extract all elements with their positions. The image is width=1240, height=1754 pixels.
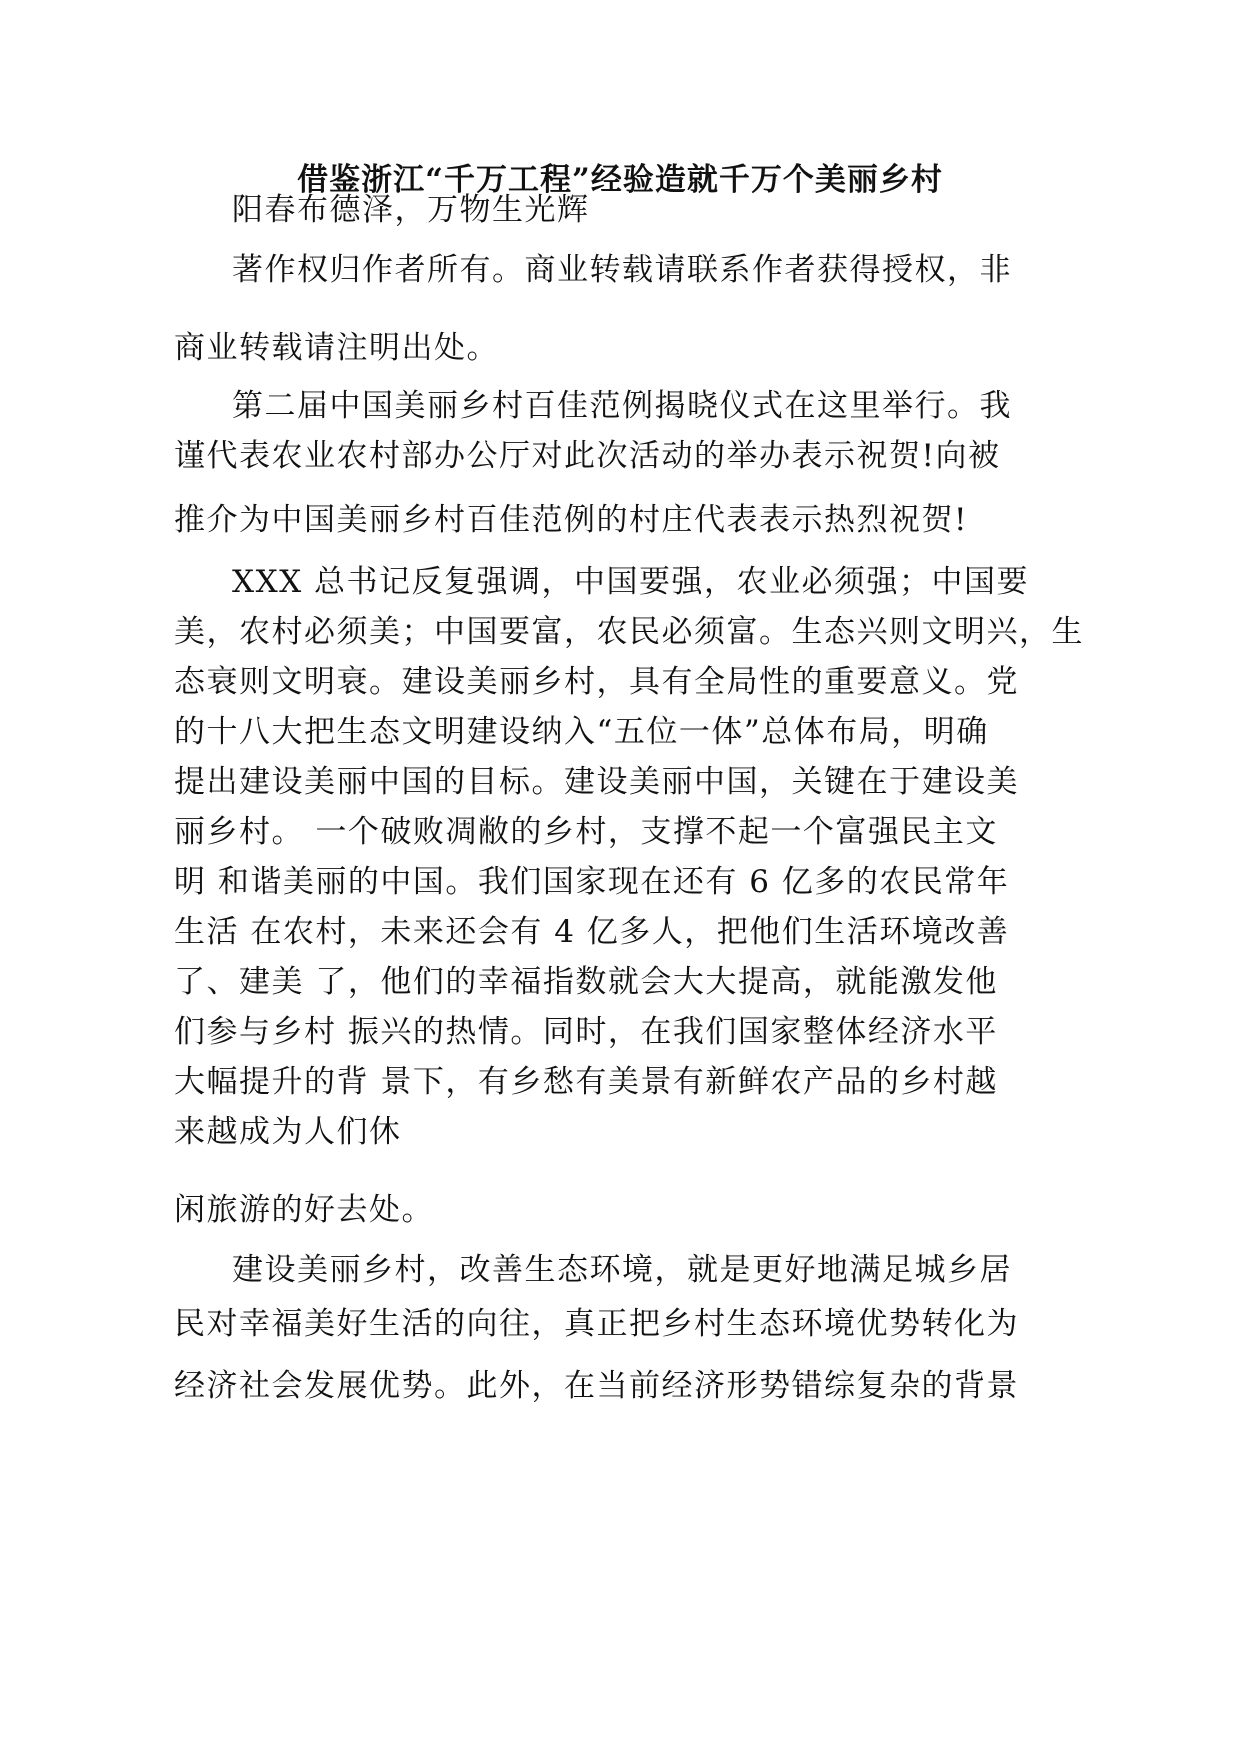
paragraph-2-line-5: 提出建设美丽中国的目标。建设美丽中国，关键在于建设美 [174,764,1019,800]
paragraph-2-line-11: 大幅提升的背 景下，有乡愁有美景有新鲜农产品的乡村越 [174,1064,998,1100]
paragraph-2-line-9: 了、建美 了，他们的幸福指数就会大大提高，就能激发他 [174,964,998,1000]
paragraph-2-line-12: 来越成为人们休 [174,1114,402,1150]
paragraph-2-line-13: 闲旅游的好去处。 [174,1192,434,1228]
copyright-line-1: 著作权归作者所有。商业转载请联系作者获得授权，非 [232,252,1012,288]
paragraph-2-line-4: 的十八大把生态文明建设纳入“五位一体”总体布局，明确 [174,714,989,750]
paragraph-1-line-1: 第二届中国美丽乡村百佳范例揭晓仪式在这里举行。我 [232,388,1012,424]
paragraph-2-line-1: XXX 总书记反复强调，中国要强，农业必须强；中国要 [232,564,1030,600]
paragraph-2-line-3: 态衰则文明衰。建设美丽乡村，具有全局性的重要意义。党 [174,664,1019,700]
paragraph-2-line-10: 们参与乡村 振兴的热情。同时，在我们国家整体经济水平 [174,1014,998,1050]
byline: 阳春布德泽，万物生光辉 [232,192,590,228]
paragraph-2-line-2: 美，农村必须美；中国要富，农民必须富。生态兴则文明兴，生 [174,614,1084,650]
paragraph-1-line-3: 推介为中国美丽乡村百佳范例的村庄代表表示热烈祝贺! [174,502,968,538]
paragraph-3-line-3: 经济社会发展优势。此外，在当前经济形势错综复杂的背景 [174,1368,1019,1404]
copyright-line-2: 商业转载请注明出处。 [174,330,499,366]
paragraph-2-line-8: 生活 在农村，未来还会有 4 亿多人，把他们生活环境改善 [174,914,1010,950]
document-title: 借鉴浙江“千万工程”经验造就千万个美丽乡村 [297,162,943,198]
paragraph-2-line-7: 明 和谐美丽的中国。我们国家现在还有 6 亿多的农民常年 [174,864,1010,900]
paragraph-2-line-6: 丽乡村。 一个破败凋敝的乡村，支撑不起一个富强民主文 [174,814,998,850]
paragraph-3-line-2: 民对幸福美好生活的向往，真正把乡村生态环境优势转化为 [174,1306,1019,1342]
paragraph-1-line-2: 谨代表农业农村部办公厅对此次活动的举办表示祝贺!向被 [174,438,1001,474]
paragraph-3-line-1: 建设美丽乡村，改善生态环境，就是更好地满足城乡居 [232,1252,1012,1288]
